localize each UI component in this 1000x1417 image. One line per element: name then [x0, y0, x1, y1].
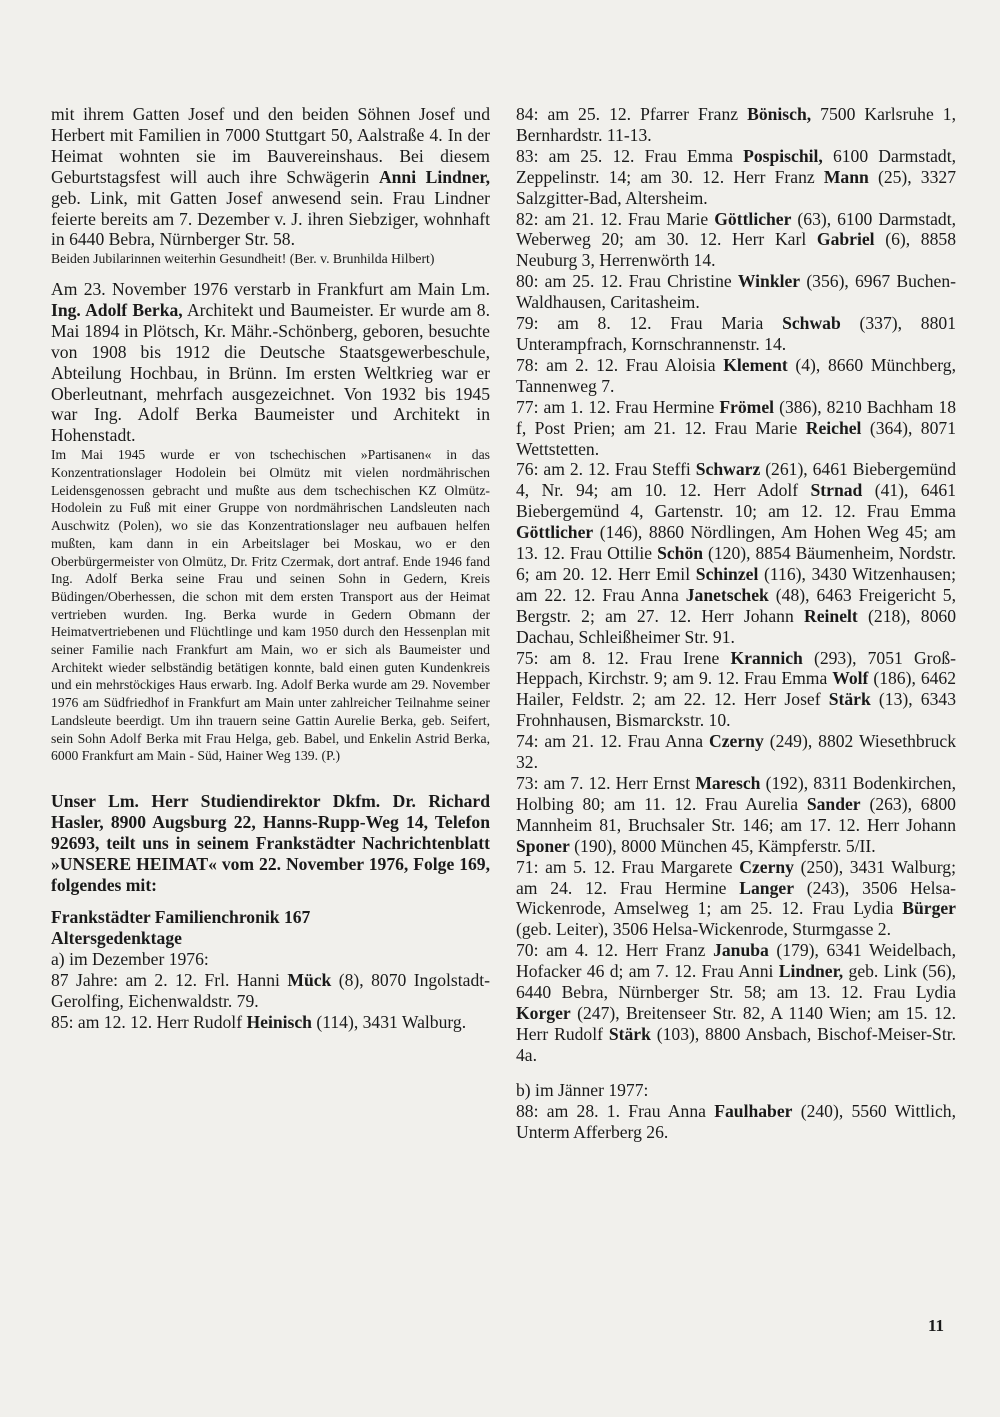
right-column	[516, 104, 956, 1142]
entry-text: 80: am 25. 12. Frau Christine	[516, 271, 738, 292]
entry-text: (192), 8311 Bodenkirchen, Holbing 80; am 11. 12. Frau Aurelia	[516, 773, 956, 814]
entry-text: (6), 8858 Neuburg 3, Herrenwörth 14.	[516, 229, 956, 271]
page-number: 11	[928, 1316, 945, 1335]
entry-75	[516, 648, 956, 732]
bold-name: Frömel	[719, 396, 775, 417]
bold-name: Sponer	[516, 835, 570, 856]
bold-name: Stärk	[608, 1023, 651, 1044]
paragraph-text: Am 23. November 1976 verstarb in Frankfurt am Main Lm.	[51, 279, 490, 300]
bold-name: Göttlicher	[714, 208, 792, 229]
entry-text: 87 Jahre: am 2. 12. Frl. Hanni	[51, 969, 288, 990]
entry-text: (25), 3327 Salzgitter-Bad, Altersheim.	[516, 166, 956, 208]
entry-text: 7500 Karlsruhe 1, Bernhardstr. 11-13.	[516, 104, 957, 145]
entry-83	[516, 146, 956, 209]
entry-80	[516, 271, 956, 313]
entry-text: (8), 8070 Ingolstadt-Gerolfing, Eichenwaldstr. 79.	[51, 969, 490, 1011]
bold-name: Janetschek	[685, 584, 769, 605]
entry-text: (261), 6461 Biebergemünd 4, Nr. 94; am 10. 12. Herr Adolf	[516, 459, 957, 501]
bold-name: Czerny	[739, 856, 794, 877]
obituary-details: Im Mai 1945 wurde er von tschechischen »Partisanen« in das Konzentrationslager Hodolein bei Olmütz mit vielen nordmährischen Leidensgenossen gebracht und mußte aus dem tschechischen KZ Olmütz-Hodolein zu Fuß mit einer Gruppe von nordmährischen Landsleuten nach Auschwitz (Polen), wo sie das Konzentrationslager neu aufbauen helfen mußten, kam dann in ein Arbeitslager bei Moskau, wo er den Oberbürgermeister von Olmütz, Dr. Fritz Czermak, dort antraf. Ende 1946 fand Ing. Adolf Berka seine Frau und seinen Sohn in Gedern, Kreis Büdingen/Oberhessen, die schon mit dem ersten Transport aus der Heimat vertrieben wurden. Ing. Berka wurde in Gedern Obmann der Heimatvertriebenen und Flüchtlinge und kam 1950 durch den Hessenplan mit seiner Familie nach Frankfurt am Main, wo er sich als Baumeister und Architekt wieder selbständig betätigen konnte, bald einen guten Kundenkreis und ein mehrstöckiges Haus erwarb. Ing. Adolf Berka wurde am 29. November 1976 am Südfriedhof in Frankfurt am Main unter zahlreicher Teilnahme seiner Landsleute beerdigt. Um ihn trauern seine Gattin Aurelie Berka, geb. Seifert, sein Sohn Adolf Berka mit Frau Helga, geb. Babel, und Enkelin Astrid Berka, 6000 Frankfurt am Main - Süd, Hainer Weg 139. (P.)	[51, 447, 490, 764]
bold-name: Stärk	[828, 689, 871, 710]
entry-84	[516, 104, 956, 146]
entry-text: 73: am 7. 12. Herr Ernst	[516, 773, 696, 793]
bold-name: Schön	[657, 543, 704, 564]
entry-text: (247), Breitenseer Str. 82, A 1140 Wien; am 15. 12. Herr Rudolf	[516, 1002, 956, 1044]
entry-text: (63), 6100 Darmstadt, Weberweg 20; am 30. 12. Herr Karl	[516, 208, 957, 250]
bold-name: Mann	[823, 166, 869, 187]
entry-text: 71: am 5. 12. Frau Margarete	[516, 856, 740, 877]
entry-text: (116), 3430 Witzenhausen; am 22. 12. Frau Anna	[516, 563, 956, 605]
section-january: b) im Jänner 1977:	[516, 1079, 649, 1100]
greeting-note: Beiden Jubilarinnen weiterhin Gesundheit! (Ber. v. Brunhilda Hilbert)	[51, 251, 435, 267]
bold-name: Schinzel	[695, 563, 759, 584]
entry-79	[516, 313, 956, 355]
bold-name: Maresch	[695, 773, 761, 793]
entry-71	[516, 857, 956, 941]
chronicle-title: Frankstädter Familienchronik 167	[51, 906, 311, 927]
entry-text: geb. Link (56), 6440 Bebra, Nürnberger Str. 58; am 13. 12. Frau Lydia	[516, 961, 957, 1003]
entry-text: (218), 8060 Dachau, Schleißheimer Str. 91.	[516, 605, 956, 647]
entry-text: (337), 8801 Unterampfrach, Kornschrannenstr. 14.	[516, 313, 956, 354]
entry-text: 70: am 4. 12. Herr Franz	[516, 940, 714, 961]
entry-74	[516, 731, 956, 773]
entry-text: (240), 5560 Wittlich, Unterm Afferberg 26.	[516, 1100, 956, 1142]
entry-77	[516, 397, 956, 460]
entry-text: (356), 6967 Buchen-Waldhausen, Caritasheim.	[516, 271, 956, 313]
bold-name: Januba	[713, 940, 769, 961]
bold-name: Reichel	[805, 417, 862, 438]
entry-text: 75: am 8. 12. Frau Irene	[516, 647, 731, 668]
entry-text: (41), 6461 Biebergemünd 4, Gartenstr. 10; am 12. 12. Frau Emma	[516, 480, 956, 522]
bold-name: Anni Lindner,	[378, 166, 490, 187]
entry-text: 84: am 25. 12. Pfarrer Franz	[516, 104, 748, 124]
left-column	[51, 104, 490, 1033]
entry-text: 79: am 8. 12. Frau Maria	[516, 313, 783, 334]
bold-name: Lindner,	[778, 961, 844, 982]
entry-text: (190), 8000 München 45, Kämpferstr. 5/II.	[569, 835, 876, 856]
entry-text: 77: am 1. 12. Frau Hermine	[516, 396, 720, 417]
chronicle-subtitle: Altersgedenktage	[51, 927, 182, 948]
entry-text: 85: am 12. 12. Herr Rudolf	[51, 1011, 247, 1032]
entry-text: (120), 8854 Bäumenheim, Nordstr. 6; am 20. 12. Herr Emil	[516, 543, 956, 584]
entry-text: 78: am 2. 12. Frau Aloisia	[516, 354, 724, 375]
entry-text: 6100 Darmstadt, Zeppelinstr. 14; am 30. 12. Herr Franz	[516, 145, 956, 187]
entry-text: (386), 8210 Bachham 18 f, Post Prien; am 21. 12. Frau Marie	[516, 396, 956, 438]
entry-78	[516, 355, 956, 397]
entry-76	[516, 459, 956, 647]
entry-text: (293), 7051 Groß-Heppach, Kirchstr. 9; am 9. 12. Frau Emma	[516, 647, 956, 689]
birthday-paragraph	[51, 104, 490, 250]
entry-text: (114), 3431 Walburg.	[311, 1011, 467, 1032]
entry-text: (4), 8660 Münchberg, Tannenweg 7.	[516, 354, 957, 396]
bold-name: Pospischil,	[743, 145, 823, 166]
entry-text: (250), 3431 Walburg; am 24. 12. Frau Hermine	[516, 856, 956, 898]
entry-87	[51, 970, 490, 1012]
bold-name: Czerny	[709, 731, 764, 752]
bold-name: Ing. Adolf Berka,	[51, 299, 183, 320]
bold-name: Strnad	[810, 480, 863, 501]
bold-name: Gabriel	[816, 229, 875, 250]
bold-name: Mück	[287, 969, 332, 990]
entry-88	[516, 1101, 956, 1143]
entry-85	[51, 1012, 490, 1033]
bold-name: Klement	[723, 354, 788, 375]
bold-name: Heinisch	[246, 1011, 312, 1032]
bold-name: Korger	[516, 1002, 571, 1023]
entry-73	[516, 773, 956, 857]
entry-text: (103), 8800 Ansbach, Bischof-Meiser-Str. 4a.	[516, 1023, 956, 1065]
paragraph-text: Architekt und Baumeister. Er wurde am 8. Mai 1894 in Plötsch, Kr. Mähr.-Schönberg, geboren, besuchte von 1908 bis 1912 die Deutsche Staatsgewerbeschule, Abteilung Hochbau, in Brünn. Im ersten Weltkrieg war er Oberleutnant, mehrfach ausgezeichnet. Von 1932 bis 1945 war Ing. Adolf Berka Baumeister und Architekt in Hohenstadt.	[51, 299, 490, 446]
bold-name: Wolf	[832, 668, 869, 689]
entry-text: (48), 6463 Freigericht 5, Bergstr. 2; am 27. 12. Herr Johann	[516, 584, 957, 626]
entry-text: 88: am 28. 1. Frau Anna	[516, 1100, 715, 1121]
entry-text: (13), 6343 Frohnhausen, Bismarckstr. 10.	[516, 689, 956, 731]
entry-text: (186), 6462 Hailer, Feldstr. 2; am 22. 12. Herr Josef	[516, 668, 957, 710]
bold-name: Winkler	[737, 271, 801, 292]
entry-text: (243), 3506 Helsa-Wickenrode, Amselweg 1; am 25. 12. Frau Lydia	[516, 877, 956, 919]
entry-text: (249), 8802 Wiesethbruck 32.	[516, 731, 956, 773]
entry-text: (geb. Leiter), 3506 Helsa-Wickenrode, Sturmgasse 2.	[516, 919, 891, 940]
entry-text: 83: am 25. 12. Frau Emma	[516, 145, 744, 166]
bold-name: Faulhaber	[714, 1100, 793, 1121]
entry-text: (179), 6341 Weidelbach, Hofacker 46 d; am 7. 12. Frau Anni	[516, 940, 956, 982]
paragraph-text: geb. Link, mit Gatten Josef anwesend sein. Frau Lindner feierte bereits am 7. Dezember v. J. ihren Siebziger, wohnhaft in 6440 Bebra, Nürnberger Str. 58.	[51, 187, 490, 250]
section-december: a) im Dezember 1976:	[51, 948, 209, 969]
bold-name: Sander	[806, 793, 861, 814]
bold-name: Krannich	[730, 647, 803, 668]
entry-text: 74: am 21. 12. Frau Anna	[516, 731, 710, 752]
bold-name: Bürger	[902, 898, 956, 919]
entry-text: (364), 8071 Wettstetten.	[516, 417, 956, 459]
entry-text: (146), 8860 Nördlingen, Am Hohen Weg 45; am 13. 12. Frau Ottilie	[516, 522, 956, 564]
bold-name: Schwab	[782, 313, 841, 334]
entry-text: 82: am 21. 12. Frau Marie	[516, 208, 715, 229]
bold-name: Langer	[739, 877, 794, 898]
paragraph-text: mit ihrem Gatten Josef und den beiden Söhnen Josef und Herbert mit Familien in 7000 Stuttgart 50, Aalstraße 4. In der Heimat wohnten sie im Bauvereinshaus. Bei diesem Geburtstagsfest will auch ihre Schwägerin	[51, 104, 490, 187]
announcement-paragraph: Unser Lm. Herr Studiendirektor Dkfm. Dr. Richard Hasler, 8900 Augsburg 22, Hanns-Rupp-Weg 14, Telefon 92693, teilt uns in seinem Frankstädter Nachrichtenblatt »UNSERE HEIMAT« vom 22. November 1976, Folge 169, folgendes mit:	[51, 790, 490, 895]
bold-name: Schwarz	[695, 459, 761, 480]
entry-text: 76: am 2. 12. Frau Steffi	[516, 459, 696, 480]
bold-name: Bönisch,	[747, 104, 812, 124]
bold-name: Göttlicher	[516, 522, 594, 543]
bold-name: Reinelt	[804, 605, 858, 626]
entry-text: (263), 6800 Mannheim 81, Bruchsaler Str. 146; am 17. 12. Herr Johann	[516, 793, 956, 835]
entry-82	[516, 209, 956, 272]
obituary-intro	[51, 279, 490, 446]
entry-70	[516, 940, 956, 1065]
